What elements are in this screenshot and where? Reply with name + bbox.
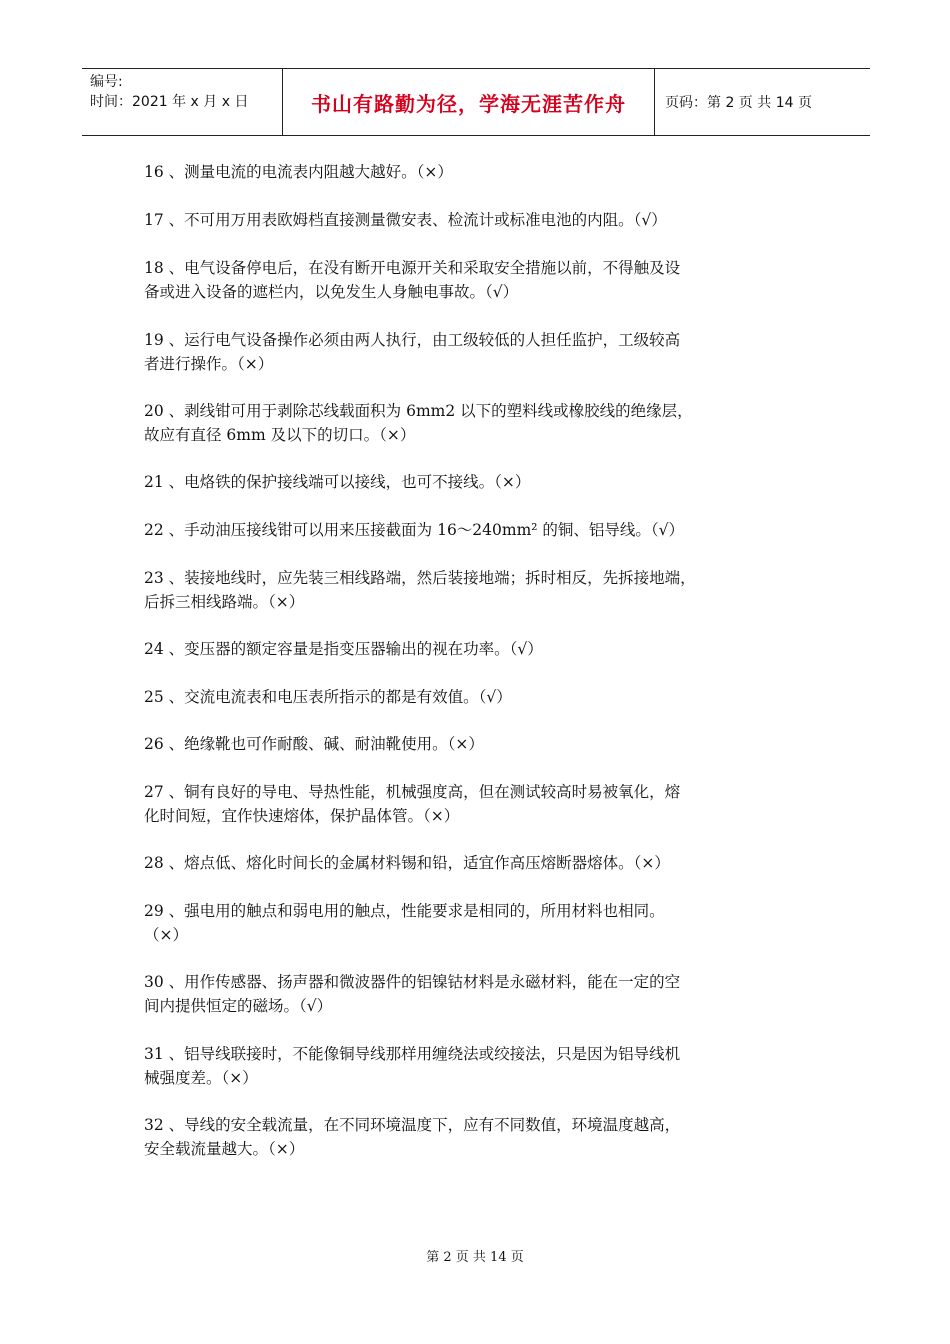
header-meta-cell: [82, 69, 283, 135]
list-item: [144, 970, 814, 1018]
item-line: 32 、导线的安全载流量，在不同环境温度下，应有不同数值，环境温度越高，: [144, 1116, 681, 1134]
list-item: [144, 637, 814, 661]
item-line: 24 、变压器的额定容量是指变压器输出的视在功率。（√）: [144, 640, 543, 658]
list-item: [144, 1042, 814, 1090]
list-item: [144, 1113, 814, 1161]
list-item: [144, 518, 814, 542]
item-line: 间内提供恒定的磁场。（√）: [144, 997, 333, 1015]
serial-label: 编号:: [90, 74, 123, 90]
list-item: [144, 470, 814, 494]
item-line: 31 、铝导线联接时，不能像铜导线那样用缠绕法或绞接法，只是因为铝导线机: [144, 1045, 681, 1063]
item-line: 者进行操作。（×）: [144, 355, 274, 373]
item-line: 安全载流量越大。（×）: [144, 1140, 305, 1158]
list-item: [144, 851, 814, 875]
item-line: 23 、装接地线时，应先装三相线路端，然后装接地端；拆时相反，先拆接地端，: [144, 569, 696, 587]
item-line: 22 、手动油压接线钳可以用来压接截面为 16～240mm² 的铜、铝导线。（√）: [144, 521, 685, 539]
list-item: [144, 256, 814, 304]
time-label: 时间：2021 年 x 月 x 日: [90, 94, 249, 110]
item-line: 19 、运行电气设备操作必须由两人执行，由工级较低的人担任监护，工级较高: [144, 331, 681, 349]
item-line: 27 、铜有良好的导电、导热性能，机械强度高，但在测试较高时易被氧化，熔: [144, 783, 681, 801]
item-line: （×）: [144, 926, 188, 944]
item-line: 30 、用作传感器、扬声器和微波器件的铝镍钴材料是永磁材料，能在一定的空: [144, 973, 681, 991]
list-item: [144, 685, 814, 709]
item-line: 化时间短，宜作快速熔体，保护晶体管。（×）: [144, 807, 460, 825]
item-line: 26 、绝缘靴也可作耐酸、碱、耐油靴使用。（×）: [144, 735, 484, 753]
header-motto: 书山有路勤为径，学海无涯苦作舟: [283, 69, 655, 135]
list-item: [144, 899, 814, 947]
item-line: 18 、电气设备停电后，在没有断开电源开关和采取安全措施以前，不得触及设: [144, 259, 681, 277]
item-line: 25 、交流电流表和电压表所指示的都是有效值。（√）: [144, 688, 512, 706]
list-item: [144, 566, 814, 614]
page-header: [82, 68, 870, 136]
list-item: [144, 399, 814, 447]
header-page-number: 页码：第 2 页 共 14 页: [665, 95, 812, 111]
list-item: [144, 780, 814, 828]
list-item: [144, 160, 814, 184]
item-line: 20 、剥线钳可用于剥除芯线载面积为 6mm2 以下的塑料线或橡胶线的绝缘层，: [144, 402, 693, 420]
item-line: 故应有直径 6mm 及以下的切口。（×）: [144, 426, 416, 444]
page-footer: 第 2 页 共 14 页: [426, 1250, 524, 1265]
list-item: [144, 208, 814, 232]
item-line: 28 、熔点低、熔化时间长的金属材料锡和铅，适宜作高压熔断器熔体。（×）: [144, 854, 670, 872]
list-item: [144, 328, 814, 376]
item-line: 后拆三相线路端。（×）: [144, 593, 305, 611]
list-item: [144, 732, 814, 756]
item-line: 备或进入设备的遮栏内，以免发生人身触电事故。（√）: [144, 283, 519, 301]
item-line: 16 、测量电流的电流表内阻越大越好。（×）: [144, 163, 453, 181]
item-line: 29 、强电用的触点和弱电用的触点，性能要求是相同的，所用材料也相同。: [144, 902, 665, 920]
item-line: 17 、不可用万用表欧姆档直接测量微安表、检流计或标准电池的内阻。（√）: [144, 211, 667, 229]
item-line: 21 、电烙铁的保护接线端可以接线，也可不接线。（×）: [144, 473, 531, 491]
item-line: 械强度差。（×）: [144, 1069, 258, 1087]
